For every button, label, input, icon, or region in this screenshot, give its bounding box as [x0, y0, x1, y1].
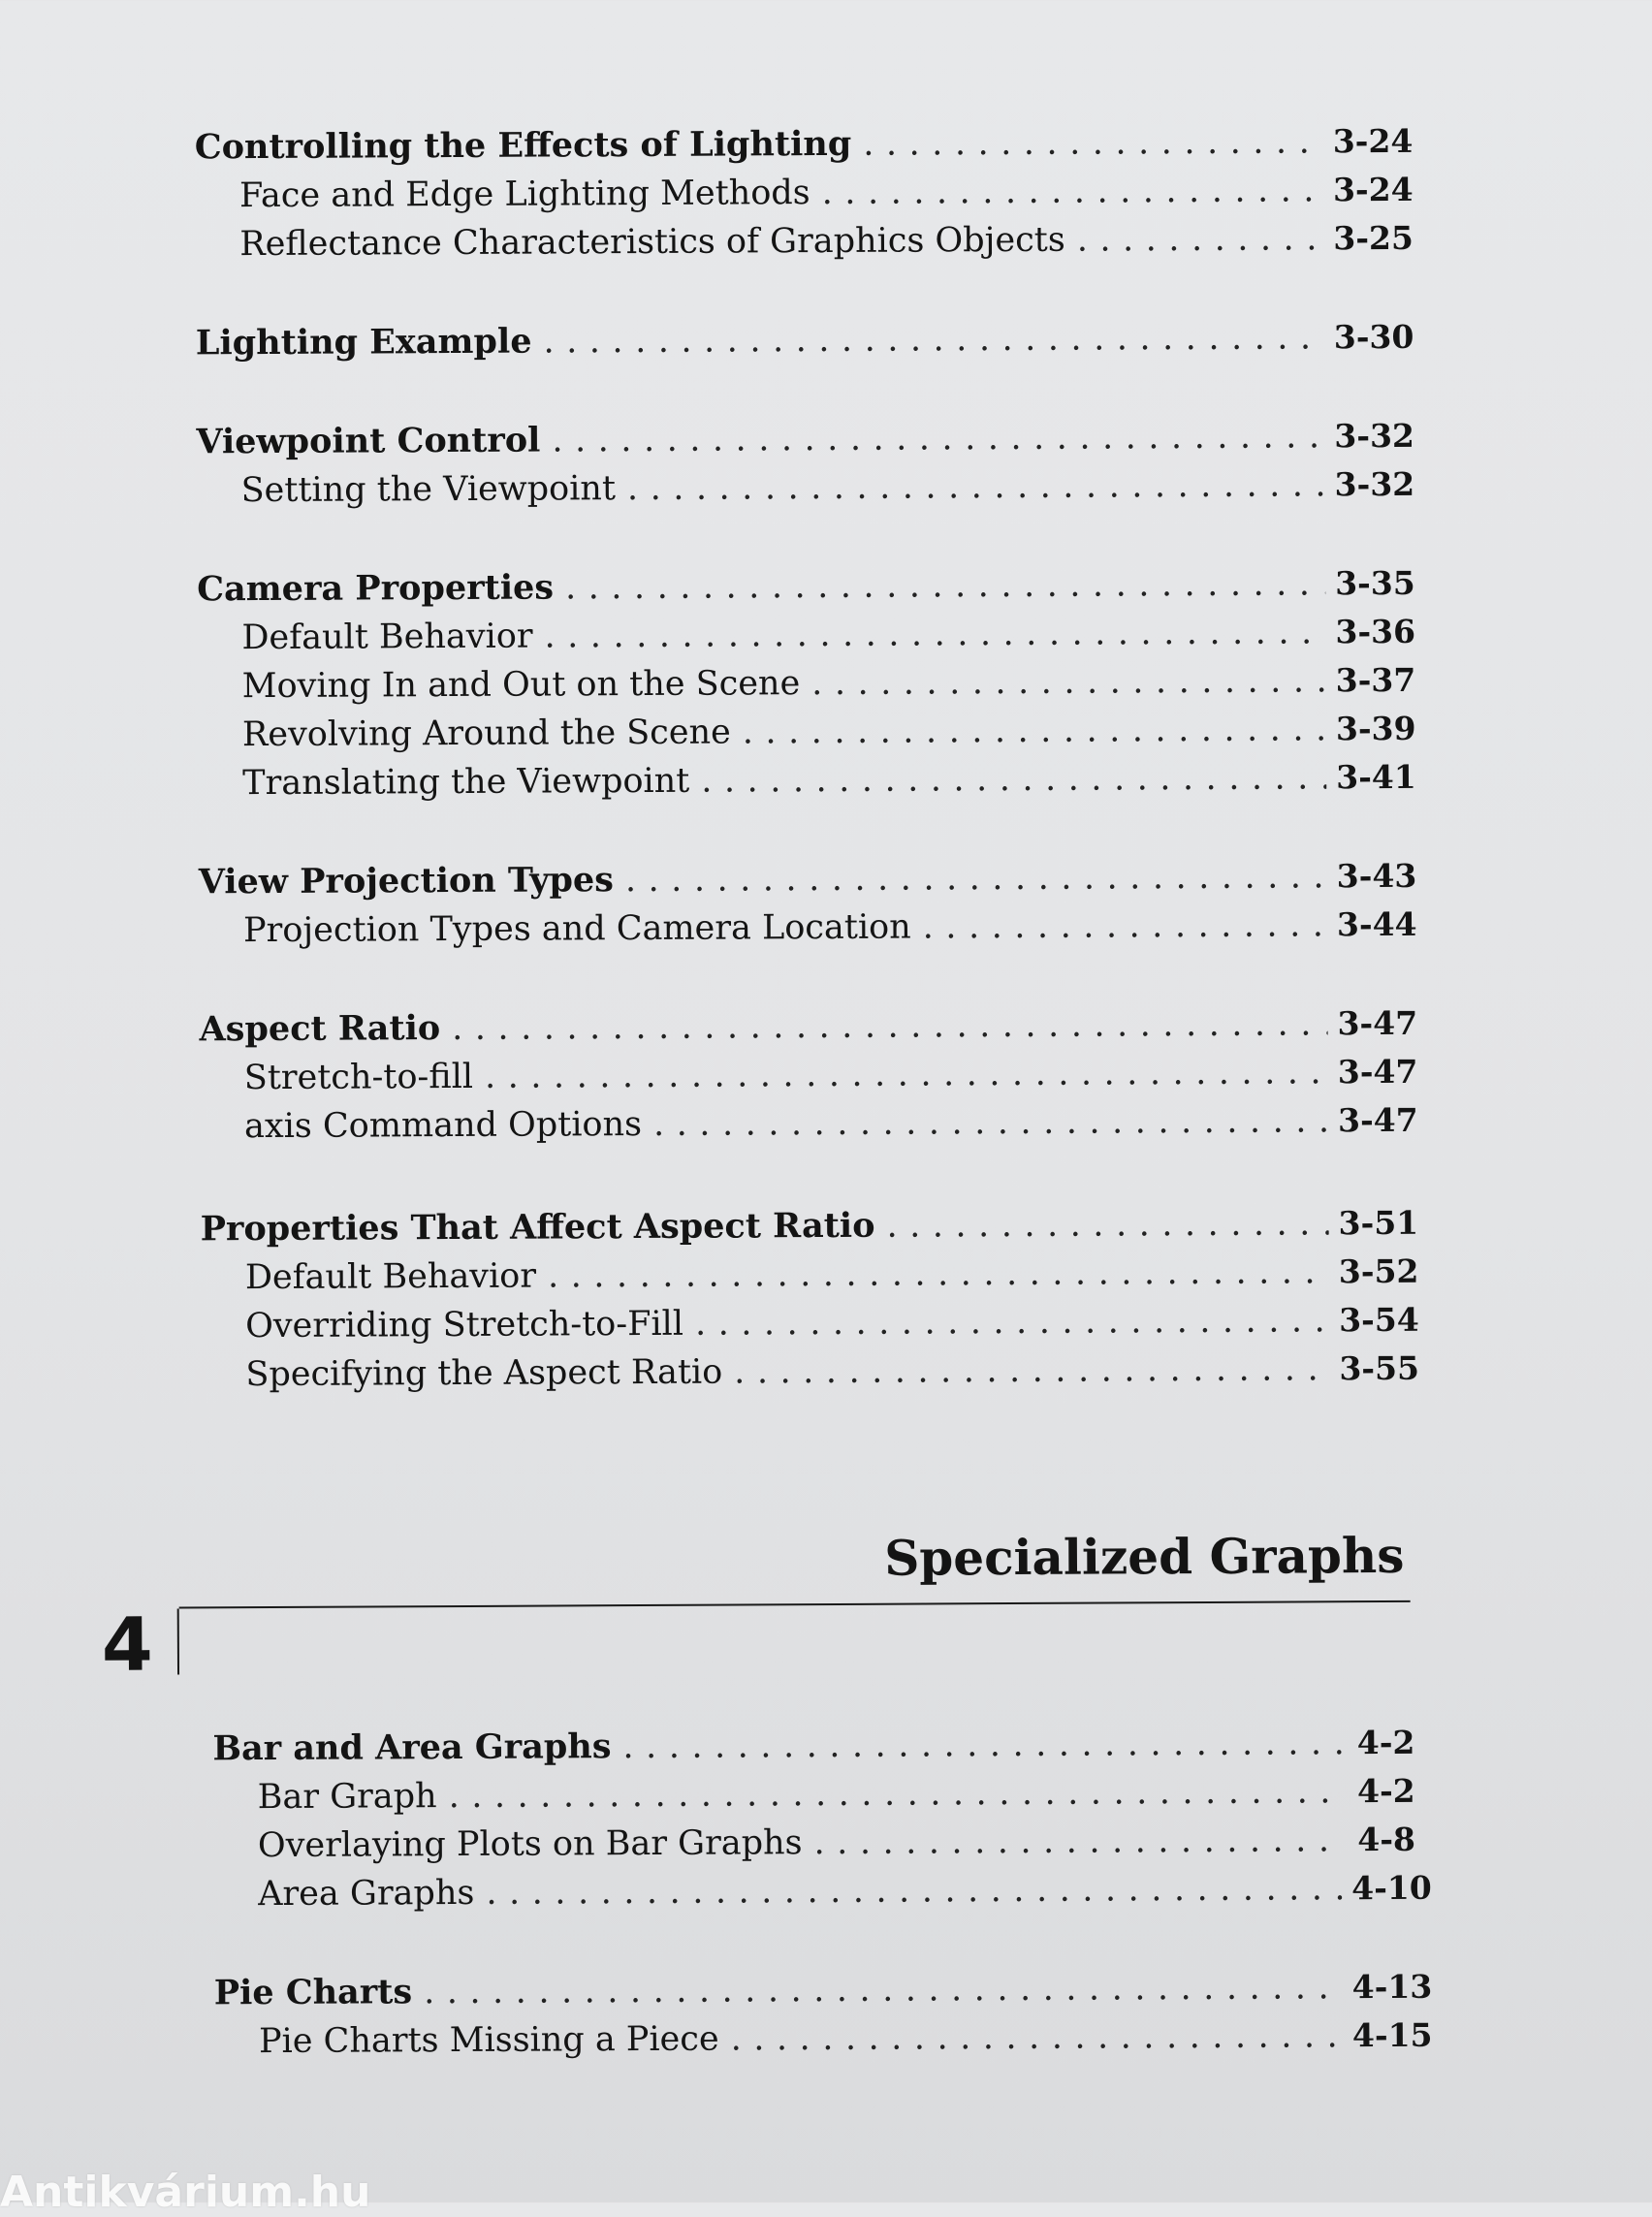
toc-entry [197, 608, 1416, 662]
toc-entry-title: Camera Properties [197, 567, 555, 610]
toc-entry-page: 3-54 [1339, 1300, 1419, 1340]
toc-entry-page: 3-47 [1337, 1003, 1418, 1043]
dot-leader [653, 1096, 1328, 1149]
toc-entry-page: 4-15 [1351, 2015, 1433, 2055]
dot-leader [452, 999, 1328, 1053]
toc-entry-page: 4-2 [1356, 1771, 1415, 1811]
toc-entry [196, 412, 1415, 466]
toc-entry [214, 2011, 1433, 2066]
dot-leader [544, 608, 1325, 660]
toc-entry-title: Overlaying Plots on Bar Graphs [257, 1823, 803, 1866]
toc-entry-page: 3-32 [1334, 464, 1415, 504]
toc-entry [200, 1199, 1419, 1253]
toc-entry [197, 460, 1415, 515]
watermark: Antikvárium.hu [0, 2168, 371, 2217]
dot-leader [485, 1048, 1328, 1101]
dot-leader [543, 313, 1324, 365]
dot-leader [552, 412, 1324, 464]
toc-group-viewpoint [196, 412, 1415, 515]
chapter-title: Specialized Graphs [884, 1526, 1405, 1587]
toc-entry [195, 313, 1414, 367]
toc-group-lighting [194, 117, 1414, 269]
dot-leader [449, 1767, 1342, 1821]
toc-group-aspect-ratio [199, 999, 1418, 1151]
toc-entry [212, 1719, 1414, 1773]
toc-entry-title: Translating the Viewpoint [242, 761, 690, 804]
dot-leader [923, 901, 1328, 951]
toc-entry [213, 1767, 1415, 1821]
toc-entry-title: Overriding Stretch-to-Fill [245, 1304, 684, 1346]
toc-entry-title: Properties That Affect Aspect Ratio [200, 1205, 875, 1250]
chapter-vertical-rule [177, 1609, 179, 1675]
toc-entry [201, 1345, 1420, 1399]
chapter-rule [179, 1600, 1411, 1609]
dot-leader [695, 1296, 1329, 1347]
toc-entry-page: 3-35 [1335, 563, 1415, 603]
toc-entry-title: axis Command Options [243, 1105, 643, 1147]
toc-entry [200, 1096, 1418, 1151]
toc-entry [213, 1963, 1433, 2017]
toc-entry-page: 3-37 [1335, 660, 1416, 700]
toc-entry [199, 901, 1417, 955]
toc-entry-page: 3-44 [1336, 904, 1417, 944]
toc-group-aspect-properties [200, 1199, 1420, 1399]
toc-entry-title: Face and Edge Lighting Methods [238, 174, 810, 216]
toc-entry-title: Projection Types and Camera Location [242, 907, 911, 951]
dot-leader [424, 1963, 1343, 2016]
dot-leader [734, 1345, 1329, 1396]
toc-entry-page: 3-47 [1337, 1100, 1418, 1140]
toc-entry-page: 3-47 [1337, 1052, 1418, 1092]
toc-entry-page: 3-32 [1334, 416, 1415, 456]
toc-entry-title: Bar Graph [257, 1777, 437, 1818]
toc-entry-title: Viewpoint Control [196, 420, 541, 462]
dot-leader [1077, 214, 1324, 264]
toc-entry [200, 1048, 1418, 1102]
dot-leader [813, 1816, 1342, 1867]
toc-entry-page: 3-52 [1338, 1251, 1419, 1291]
toc-entry-title: Revolving Around the Scene [241, 713, 731, 755]
toc-entry [195, 214, 1414, 269]
dot-leader [565, 559, 1325, 612]
toc-entry [198, 705, 1416, 759]
dot-leader [548, 1248, 1329, 1300]
toc-entry-title: Aspect Ratio [199, 1008, 441, 1050]
toc-group-camera [197, 559, 1416, 808]
toc-group-projection [198, 852, 1417, 955]
dot-leader [731, 2011, 1344, 2063]
toc-entry-page: 4-8 [1357, 1820, 1416, 1859]
toc-entry [197, 559, 1415, 614]
toc-entry-title: View Projection Types [198, 860, 615, 903]
toc-entry-title: Default Behavior [241, 617, 533, 658]
chapter-number: 4 [101, 1600, 153, 1688]
toc-entry-page: 3-36 [1335, 612, 1416, 651]
toc-entry [213, 1864, 1432, 1918]
toc-entry-title: Stretch-to-fill [243, 1057, 474, 1098]
toc-entry-page: 4-2 [1356, 1723, 1415, 1762]
toc-entry-title: Moving In and Out on the Scene [241, 664, 801, 707]
dot-leader [622, 1719, 1341, 1771]
dot-leader [625, 852, 1327, 904]
dot-leader [486, 1864, 1342, 1917]
toc-entry-title: Setting the Viewpoint [240, 469, 617, 511]
toc-entry [213, 1816, 1415, 1870]
toc-entry-title: Lighting Example [195, 321, 532, 364]
toc-entry-page: 3-39 [1335, 709, 1416, 748]
toc-entry [195, 166, 1414, 220]
toc-entry-page: 4-10 [1351, 1868, 1432, 1908]
toc-entry-page: 3-51 [1338, 1203, 1419, 1243]
toc-entry-title: Specifying the Aspect Ratio [245, 1352, 723, 1395]
toc-entry-title: Bar and Area Graphs [212, 1726, 612, 1769]
toc-entry-page: 3-24 [1332, 170, 1414, 209]
toc-entry [198, 656, 1416, 711]
dot-leader [701, 753, 1326, 805]
toc-entry [198, 753, 1416, 808]
toc-group-lighting-example [195, 313, 1414, 367]
toc-entry-page: 3-25 [1333, 218, 1414, 258]
toc-entry-title: Default Behavior [244, 1256, 537, 1298]
toc-entry-title: Reflectance Characteristics of Graphics Objects [239, 220, 1065, 265]
dot-leader [822, 166, 1324, 217]
toc-entry-page: 3-30 [1333, 317, 1414, 357]
toc-entry [199, 999, 1418, 1054]
toc-entry [198, 852, 1417, 906]
toc-entry [194, 117, 1414, 172]
toc-entry-title: Controlling the Effects of Lighting [194, 123, 852, 168]
dot-leader [811, 656, 1326, 708]
toc-entry-page: 4-13 [1351, 1967, 1433, 2007]
toc-entry-title: Area Graphs [258, 1873, 475, 1915]
toc-entry-title: Pie Charts Missing a Piece [258, 2019, 719, 2062]
toc-entry-page: 3-43 [1336, 856, 1417, 896]
toc-entry [201, 1248, 1419, 1302]
dot-leader [743, 705, 1326, 756]
dot-leader [863, 117, 1323, 168]
toc-entry-page: 3-55 [1339, 1348, 1420, 1388]
toc-block-upper [194, 117, 1420, 1399]
toc-entry [201, 1296, 1419, 1350]
toc-entry-page: 3-24 [1332, 121, 1414, 161]
toc-entry-title: Pie Charts [213, 1972, 413, 2013]
toc-entry-page: 3-41 [1336, 757, 1416, 797]
toc-group-pie [213, 1963, 1433, 2066]
toc-block-lower [212, 1719, 1433, 2066]
dot-leader [886, 1199, 1328, 1250]
toc-group-bar-area [212, 1719, 1432, 1918]
dot-leader [627, 460, 1325, 513]
